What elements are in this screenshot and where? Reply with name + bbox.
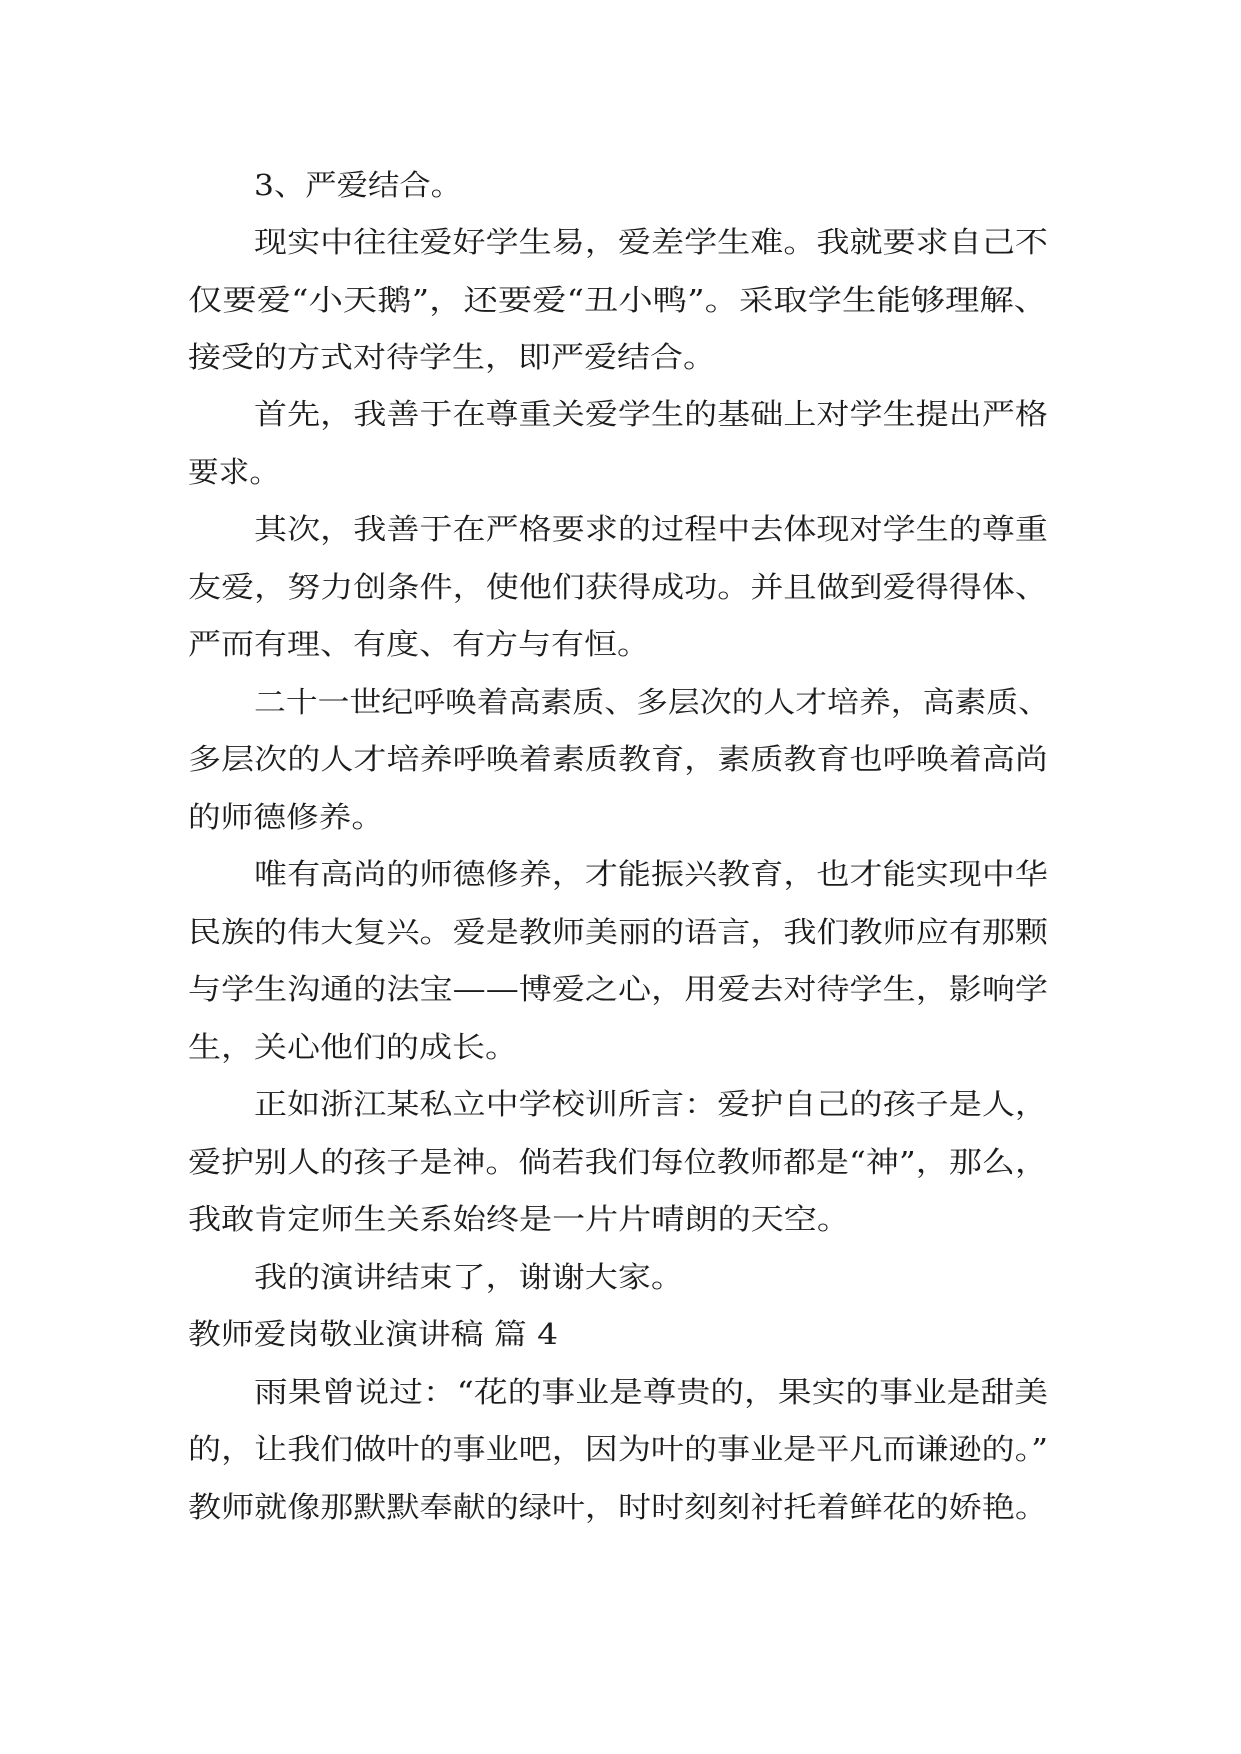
paragraph-line: 接受的方式对待学生，即严爱结合。: [188, 340, 717, 374]
paragraph-line: 民族的伟大复兴。爱是教师美丽的语言，我们教师应有那颗: [188, 915, 1049, 949]
paragraph-line: 爱护别人的孩子是神。倘若我们每位教师都是“神”，那么，: [188, 1145, 1049, 1179]
paragraph-line: 其次，我善于在严格要求的过程中去体现对学生的尊重: [254, 512, 1049, 546]
paragraph-line: 教师就像那默默奉献的绿叶，时时刻刻衬托着鲜花的娇艳。: [188, 1490, 1049, 1524]
paragraph-line: 首先，我善于在尊重关爱学生的基础上对学生提出严格: [254, 397, 1049, 431]
paragraph-line: 的，让我们做叶的事业吧，因为叶的事业是平凡而谦逊的。”: [188, 1432, 1049, 1466]
paragraph-line: 生，关心他们的成长。: [188, 1030, 519, 1064]
paragraph-line: 我的演讲结束了，谢谢大家。: [254, 1260, 684, 1294]
paragraph-line: 严而有理、有度、有方与有恒。: [188, 627, 651, 661]
paragraph-line: 仅要爱“小天鹅”，还要爱“丑小鸭”。采取学生能够理解、: [188, 283, 1049, 317]
article-title: 教师爱岗敬业演讲稿 篇 4: [188, 1317, 559, 1351]
paragraph-line: 唯有高尚的师德修养，才能振兴教育，也才能实现中华: [254, 857, 1049, 891]
paragraph-line: 雨果曾说过：“花的事业是尊贵的，果实的事业是甜美: [254, 1375, 1048, 1409]
paragraph-line: 多层次的人才培养呼唤着素质教育，素质教育也呼唤着高尚: [188, 742, 1049, 776]
paragraph-line: 二十一世纪呼唤着高素质、多层次的人才培养，高素质、: [254, 685, 1050, 719]
paragraph-line: 正如浙江某私立中学校训所言：爱护自己的孩子是人，: [254, 1087, 1049, 1121]
section-heading: 3、严爱结合。: [254, 168, 463, 202]
paragraph-line: 要求。: [188, 455, 281, 489]
paragraph-line: 友爱，努力创条件，使他们获得成功。并且做到爱得得体、: [188, 570, 1049, 604]
paragraph-line: 现实中往往爱好学生易，爱差学生难。我就要求自己不: [254, 225, 1049, 259]
paragraph-line: 我敢肯定师生关系始终是一片片晴朗的天空。: [188, 1202, 850, 1236]
paragraph-line: 与学生沟通的法宝——博爱之心，用爱去对待学生，影响学: [188, 972, 1049, 1006]
paragraph-line: 的师德修养。: [188, 800, 384, 834]
